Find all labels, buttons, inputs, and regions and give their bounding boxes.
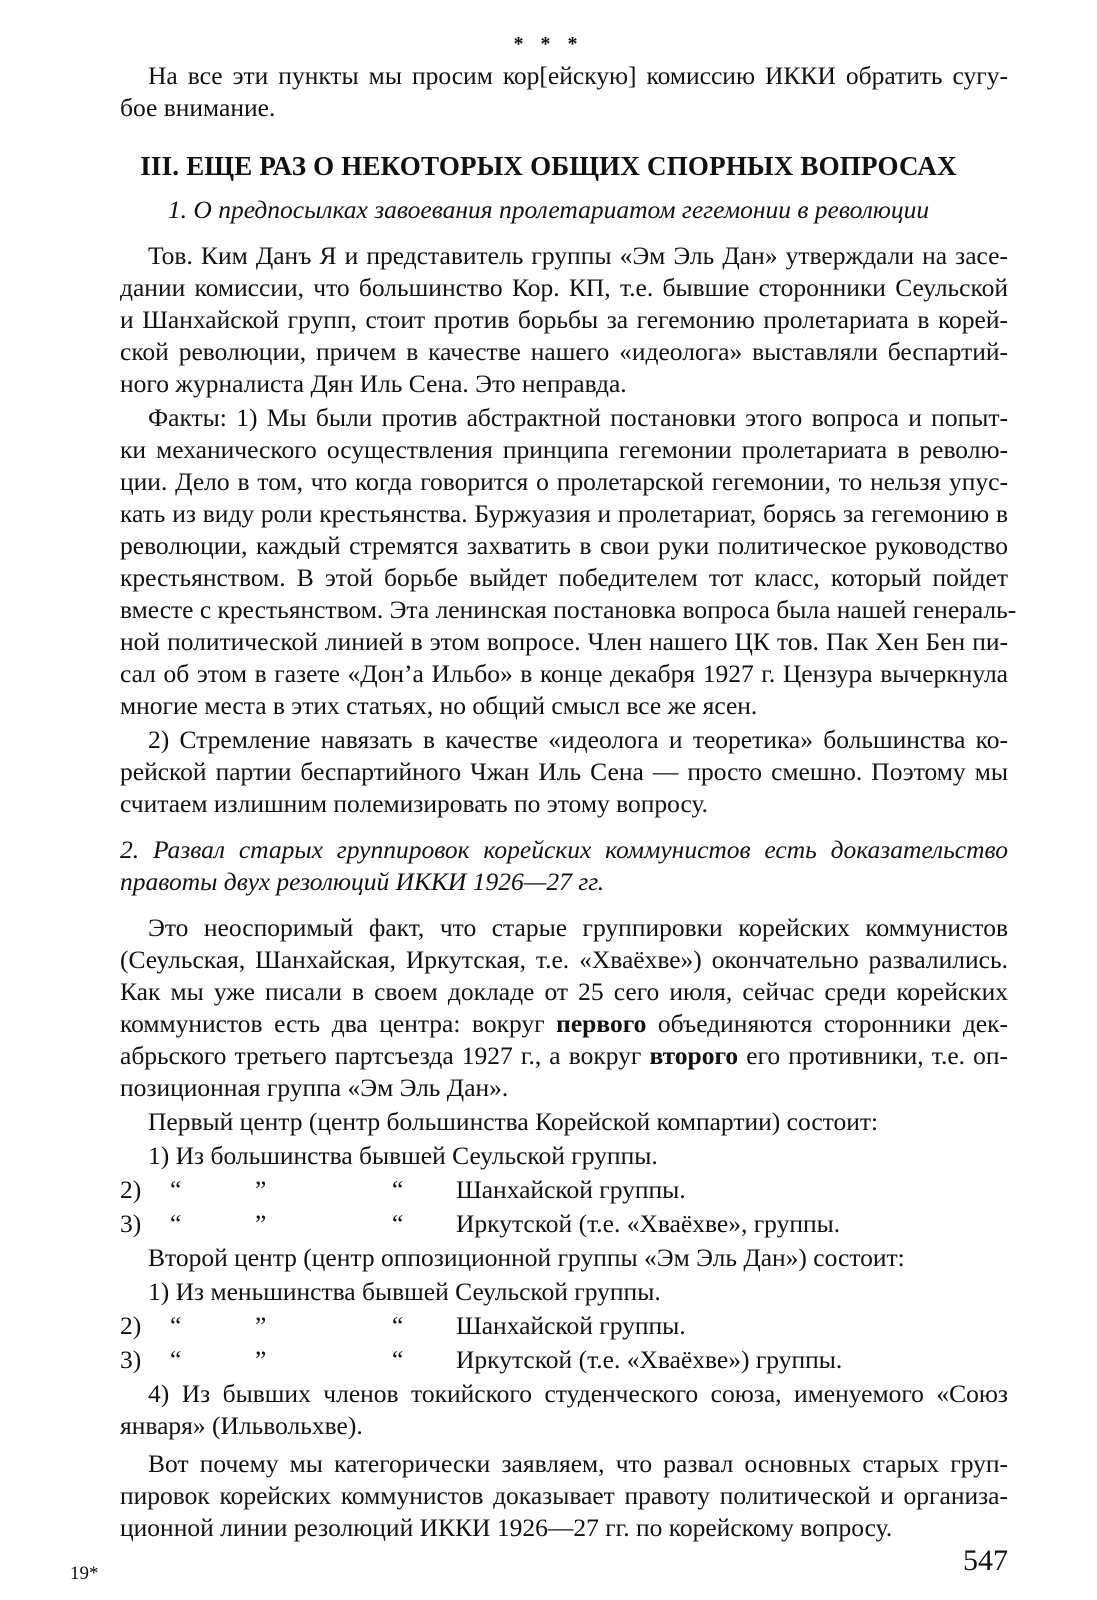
paragraph-line: ции. Дело в том, что когда говорится о пролетарской гегемонии, то нельзя упус- [120,467,1008,496]
paragraph-line: Как мы уже писали в своем докладе от 25 сего июля, сейчас среди корейских [120,977,1008,1006]
paragraph-line: ционной линии резолюций ИККИ 1926—27 гг. по корейскому вопросу. [120,1513,893,1542]
paragraph-line: Это неоспоримый факт, что старые группировки корейских коммунистов [148,913,1008,942]
paragraph-line: Факты: 1) Мы были против абстрактной постановки этого вопроса и попыт- [148,403,1008,432]
intro-line: На все эти пункты мы просим кор[ейскую] комиссию ИККИ обратить сугу- [148,61,1008,90]
document-page: * * * На все эти пункты мы просим кор[ейскую] комиссию ИККИ обратить сугу- бое внимание. III. ЕЩЕ РАЗ О НЕКОТОРЫХ ОБЩИХ СПОРНЫХ ВОПРОСАХ 1. О предпосылках завоевания пролетариатом гегемонии в революции Тов. Ким Данъ Я и представитель группы «Эм Эль Дан» утверждали на засе- дании комиссии, что большинство Кор. КП, т.е. бывшие сторонники Сеульской и Шанхайской групп, стоит против борьбы за гегемонию пролетариата в корей- ской революции, причем в качестве нашего «идеолога» выставляли беспартий- ного журналиста Дян Иль Сена. Это неправда. Факты: 1) Мы были против абстрактной постановки этого вопроса и попыт- ки механического осуществления принципа гегемонии пролетариата в револю- ции. Дело в том, что когда говорится о пролетарской гегемонии, то нельзя упус- кать из виду роли крестьянства. Буржуазия и пролетариат, борясь за гегемонию в революции, каждый стремятся захватить в свои руки политическое руководство крестьянством. В этой борьбе выйдет победителем тот класс, который пойдет вместе с крестьянством. Эта ленинская постановка вопроса была нашей генераль- ной политической линией в этом вопросе. Член нашего ЦК тов. Пак Хен Бен пи- сал об этом в газете «Дон’а Ильбо» в конце декабря 1927 г. Цензура вычеркнула многие места в этих статьях, но общий смысл все же ясен. 2) Стремление навязать в качестве «идеолога и теоретика» большинства ко- рейской партии беспартийного Чжан Иль Сена — просто смешно. Поэтому мы считаем излишним полемизировать по этому вопросу. 2. Развал старых группировок корейских коммунистов есть доказательство правоты двух резолюций ИККИ 1926—27 гг. Это неоспоримый факт, что старые группировки корейских коммунистов (Сеульская, Шанхайская, Иркутская, т.е. «Хваёхве») окончательно развалились. Как мы уже писали в своем докладе от 25 сего июля, сейчас среди корейских коммунистов есть два центра: вокруг первого объединяются сторонники дек- абрьского третьего партсъезда 1927 г., а вокруг второго его противники, т.е. оп- позиционная группа «Эм Эль Дан». Первый центр (центр большинства Корейской компартии) состоит: 1) Из большинства бывшей Сеульской группы. 2) “ ” “ Шанхайской группы. 3) “ ” “ Иркутской (т.е. «Хваёхве», группы. Второй центр (центр оппозиционной группы «Эм Эль Дан») состоит: 1) Из меньшинства бывшей Сеульской группы. 2) “ ” “ Шанхайской группы. 3) “ ” “ Иркутской (т.е. «Хваёхве») группы. 4) Из бывших членов токийского студенческого союза, именуемого «Союз января» (Ильвольхве). Вот почему мы категорически заявляем, что развал основных старых груп- пировок корейских коммунистов доказывает правоту политической и организа- ционной линии резолюций ИККИ 1926—27 гг. по корейскому вопросу. 19* 547 [0,0,1097,1600]
paragraph-line: дании комиссии, что большинство Кор. КП, т.е. бывшие сторонники Сеульской [120,273,1008,302]
section-separator: * * * [513,33,584,55]
paragraph-line: 2) Стремление навязать в качестве «идеолога и теоретика» большинства ко- [148,725,1008,754]
paragraph-line: ской революции, причем в качестве нашего «идеолога» выставляли беспартий- [120,337,1008,366]
paragraph-line: и Шанхайской групп, стоит против борьбы за гегемонию пролетариата в корей- [120,305,1008,334]
list-heading: Второй центр (центр оппозиционной группы «Эм Эль Дан») состоит: [148,1243,905,1272]
paragraph-line: считаем излишним полемизировать по этому вопросу. [120,789,709,818]
section-title: III. ЕЩЕ РАЗ О НЕКОТОРЫХ ОБЩИХ СПОРНЫХ ВОПРОСАХ [140,151,957,181]
paragraph-line: крестьянством. В этой борьбе выйдет победителем тот класс, который пойдет [120,563,1008,592]
paragraph-line: ного журналиста Дян Иль Сена. Это неправда. [120,369,627,398]
intro-line: бое внимание. [120,93,276,122]
list-item: 4) Из бывших членов токийского студенческого союза, именуемого «Союз [148,1379,1008,1408]
paragraph-line: ки механического осуществления принципа гегемонии пролетариата в револю- [120,435,1008,464]
emphasis-first: первого [556,1009,647,1038]
subsection-title: 1. О предпосылках завоевания пролетариатом гегемонии в революции [167,195,930,224]
paragraph-line: вместе с крестьянством. Эта ленинская постановка вопроса была нашей генераль- [120,595,1017,624]
emphasis-second: второго [649,1041,739,1070]
list-heading: Первый центр (центр большинства Корейской компартии) состоит: [148,1107,879,1136]
paragraph-line: революции, каждый стремятся захватить в свои руки политическое руководство [120,531,1008,560]
paragraph-line: (Сеульская, Шанхайская, Иркутская, т.е. «Хваёхве») окончательно развалились. [120,945,1008,974]
page-number: 547 [963,1544,1008,1577]
paragraph-line: коммунистов есть два центра: вокруг первого объединяются сторонники дек- [120,1009,1008,1038]
list-item: 1) Из меньшинства бывшей Сеульской группы. [148,1277,661,1306]
list-item: января» (Ильвольхве). [120,1411,363,1440]
paragraph-line: рейской партии беспартийного Чжан Иль Сена — просто смешно. Поэтому мы [120,757,1008,786]
paragraph-line: позиционная группа «Эм Эль Дан». [120,1073,509,1102]
subsection-title: правоты двух резолюций ИККИ 1926—27 гг. [120,867,605,896]
paragraph-line: многие места в этих статьях, но общий смысл все же ясен. [120,691,758,720]
paragraph-line: Тов. Ким Данъ Я и представитель группы «Эм Эль Дан» утверждали на засе- [148,241,1008,270]
paragraph-line: абрьского третьего партсъезда 1927 г., а вокруг второго его противники, т.е. оп- [120,1041,1008,1070]
paragraph-line: Вот почему мы категорически заявляем, что развал основных старых груп- [148,1449,1008,1478]
list-item: 1) Из большинства бывшей Сеульской группы. [148,1141,658,1170]
subsection-title: 2. Развал старых группировок корейских коммунистов есть доказательство [120,835,1008,864]
paragraph-line: сал об этом в газете «Дон’а Ильбо» в конце декабря 1927 г. Цензура вычеркнула [120,659,1008,688]
paragraph-line: ной политической линией в этом вопросе. Член нашего ЦК тов. Пак Хен Бен пи- [120,627,1008,656]
paragraph-line: кать из виду роли крестьянства. Буржуазия и пролетариат, борясь за гегемонию в [120,499,1008,528]
signature-mark: 19* [70,1563,99,1584]
paragraph-line: пировок корейских коммунистов доказывает правоту политической и организа- [120,1481,1008,1510]
